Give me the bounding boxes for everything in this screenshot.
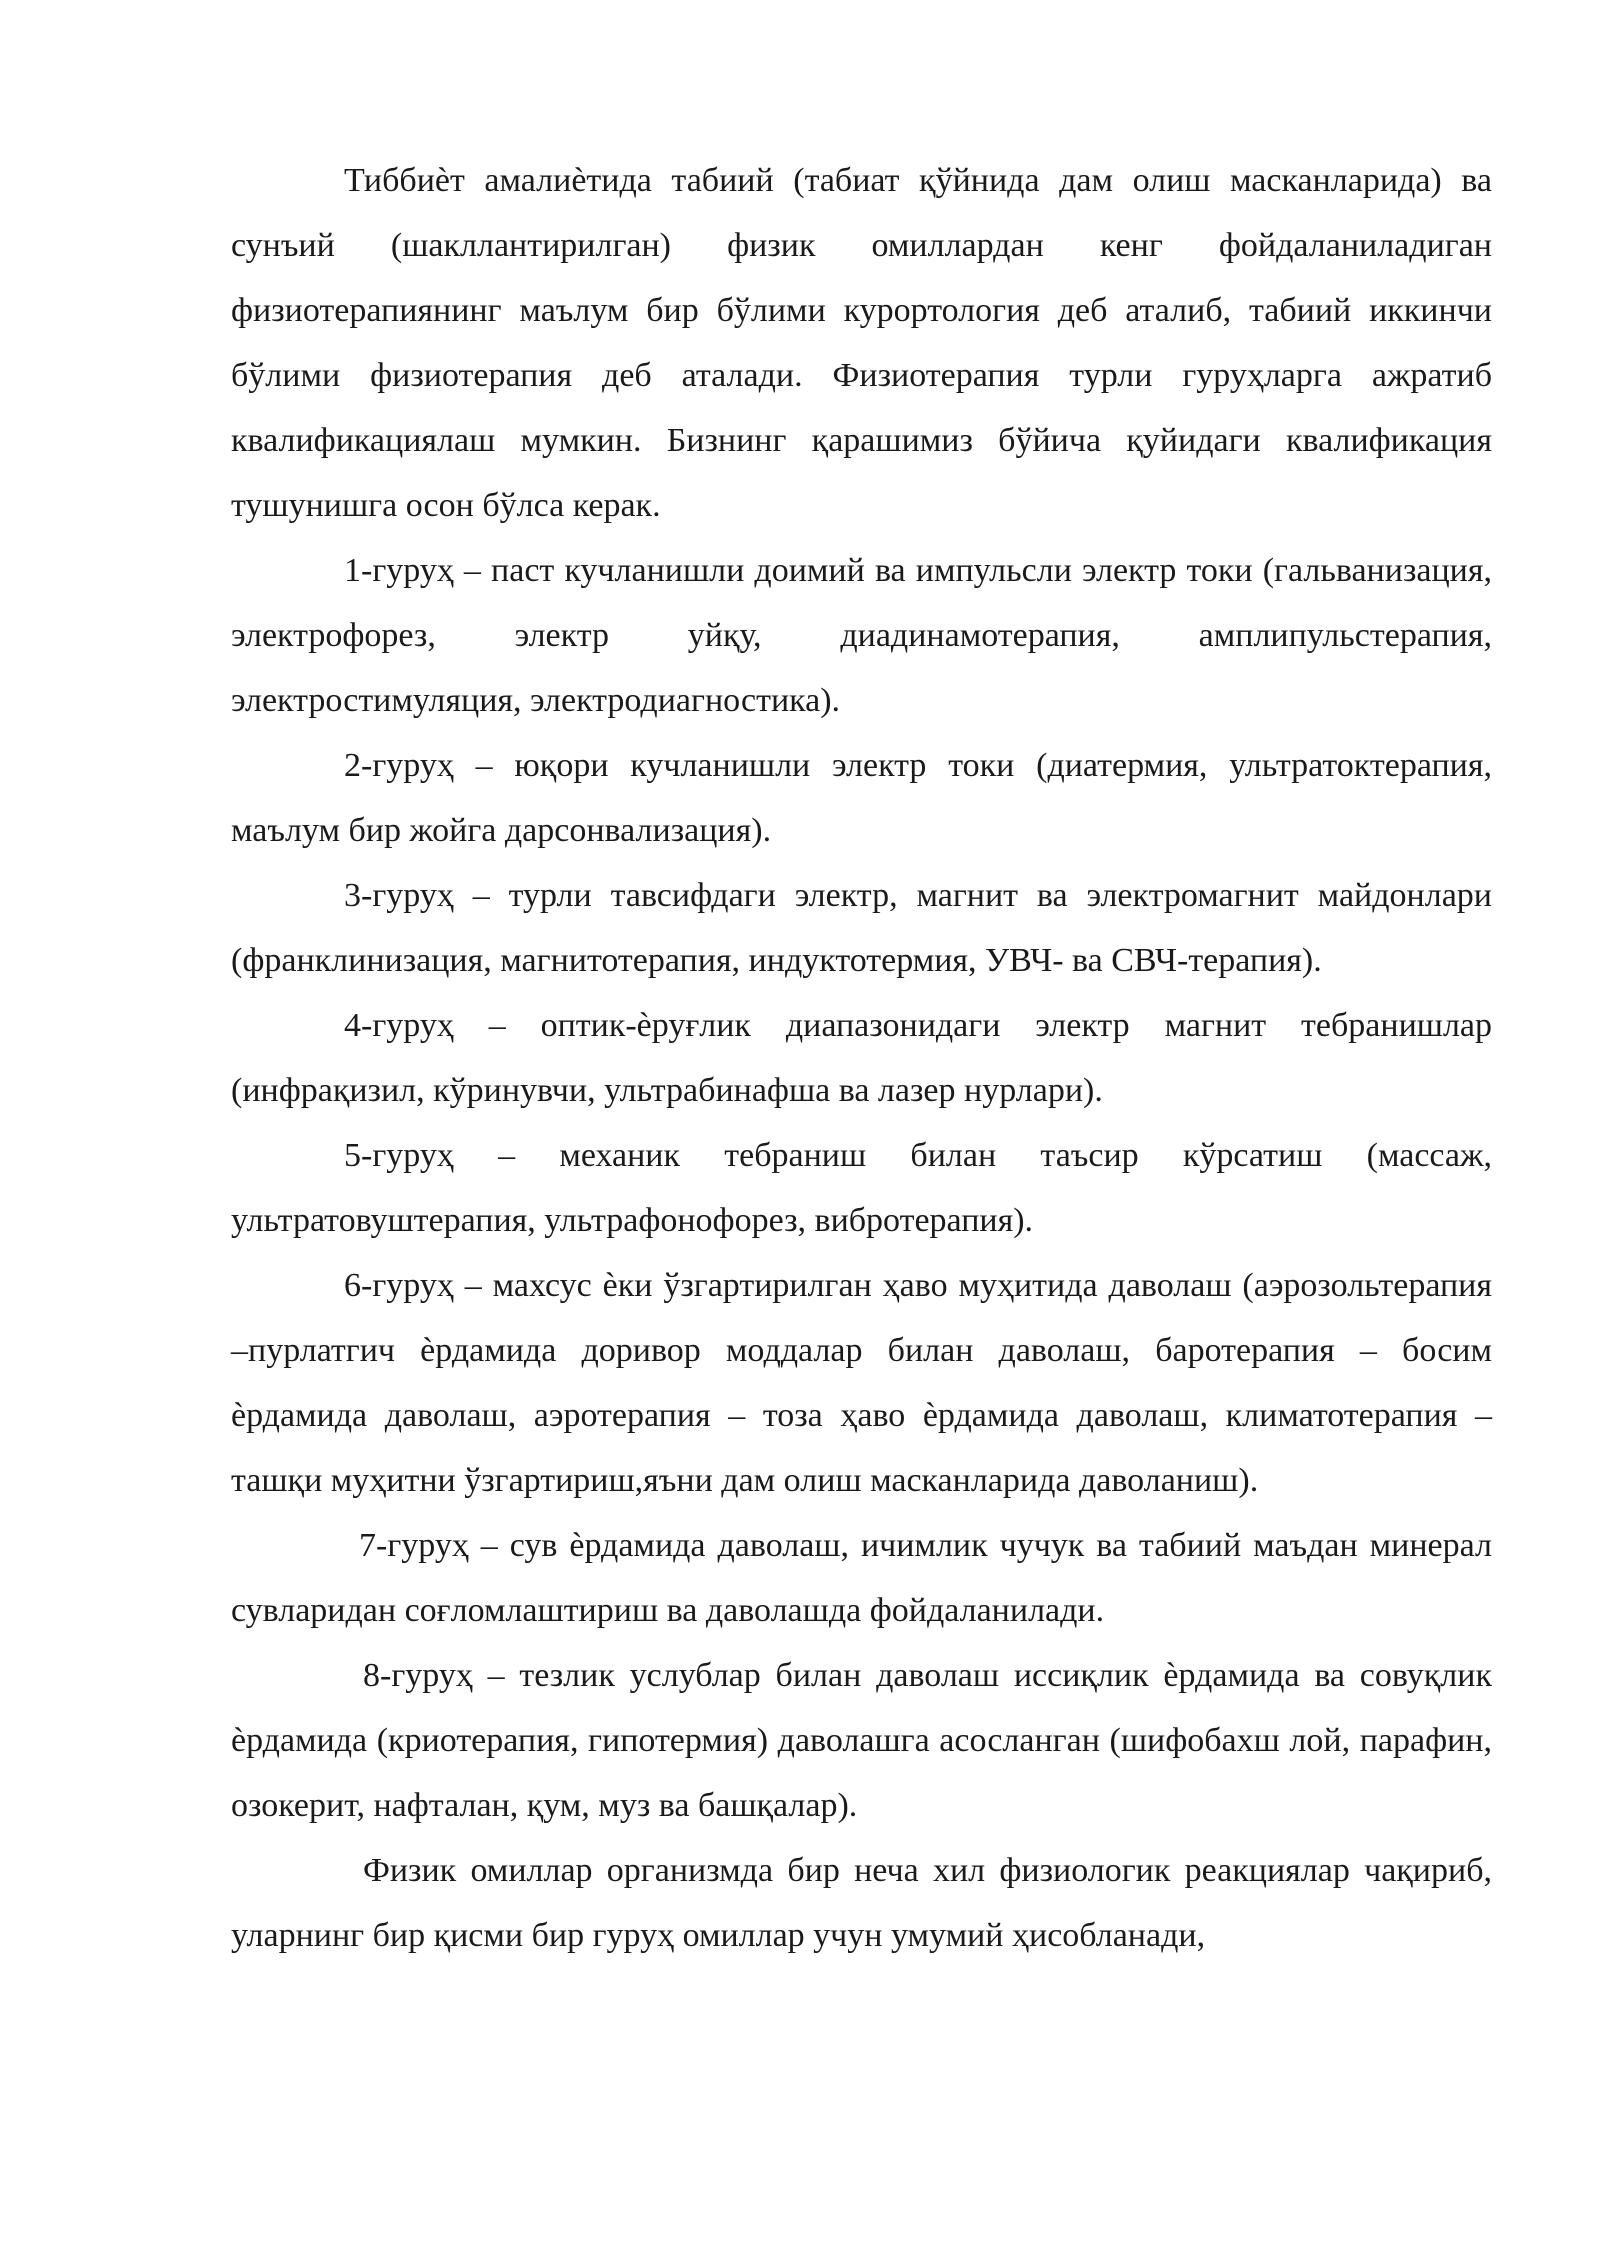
paragraph-group-4: 4-гуруҳ – оптик-ѐруғлик диапазонидаги электр магнит тебранишлар (инфрақизил, кўринувчи, ультрабинафша ва лазер нурлари). — [231, 1007, 1492, 1109]
paragraph-group-1: 1-гуруҳ – паст кучланишли доимий ва импульсли электр токи (гальванизация, электрофорез, электр уйқу, диадинамотерапия, амплипульстерапия, электростимуляция, электродиагностика). — [231, 552, 1492, 719]
paragraph-group-3: 3-гуруҳ – турли тавсифдаги электр, магнит ва электромагнит майдонлари (франклинизация, магнитотерапия, индуктотермия, УВЧ- ва СВЧ-терапия). — [231, 877, 1492, 979]
paragraph-group-2: 2-гуруҳ – юқори кучланишли электр токи (диатермия, ультратоктерапия, маълум бир жойга дарсонвализация). — [231, 747, 1492, 849]
paragraph-physical-factors: Физик омиллар организмда бир неча хил физиологик реакциялар чақириб, уларнинг бир қисми бир гуруҳ омиллар учун умумий ҳисобланади, — [231, 1852, 1492, 1954]
paragraph-group-6: 6-гуруҳ – махсус ѐки ўзгартирилган ҳаво муҳитида даволаш (аэрозольтерапия –пурлатгич ѐрдамида доривор моддалар билан даволаш, баротерапия – босим ѐрдамида даволаш, аэротерапия – тоза ҳаво ѐрдамида даволаш, климатотерапия – ташқи муҳитни ўзгартириш,яъни дам олиш масканларида даволаниш). — [231, 1267, 1492, 1499]
document-body — [231, 148, 1492, 1968]
paragraph-group-7: 7-гуруҳ – сув ѐрдамида даволаш, ичимлик чучук ва табиий маъдан минерал сувларидан соғломлаштириш ва даволашда фойдаланилади. — [231, 1527, 1492, 1629]
paragraph-group-5: 5-гуруҳ – механик тебраниш билан таъсир кўрсатиш (массаж, ультратовуштерапия, ультрафонофорез, вибротерапия). — [231, 1137, 1492, 1239]
paragraph-intro: Тиббиѐт амалиѐтида табиий (табиат қўйнида дам олиш масканларида) ва сунъий (шакллантирилган) физик омиллардан кенг фойдаланиладиган физиотерапиянинг маълум бир бўлими курортология деб аталиб, табиий иккинчи бўлими физиотерапия деб аталади. Физиотерапия турли гуруҳларга ажратиб квалификациялаш мумкин. Бизнинг қарашимиз бўйича қуйидаги квалификация тушунишга осон бўлса керак. — [231, 162, 1492, 524]
paragraph-group-8: 8-гуруҳ – тезлик услублар билан даволаш иссиқлик ѐрдамида ва совуқлик ѐрдамида (криотерапия, гипотермия) даволашга асосланган (шифобахш лой, парафин, озокерит, нафталан, қум, муз ва башқалар). — [231, 1657, 1492, 1824]
